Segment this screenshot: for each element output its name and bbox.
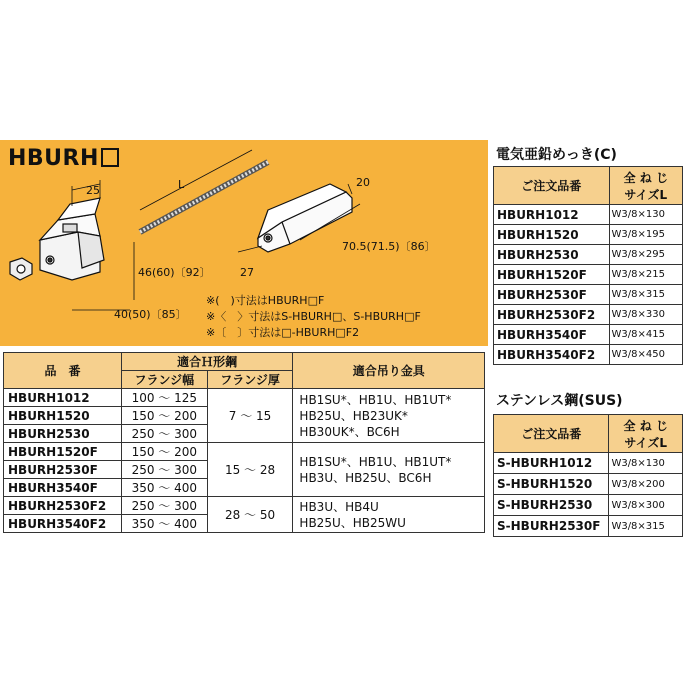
product-title: HBURH: [8, 146, 119, 171]
table-row: [494, 516, 683, 537]
size-header-line2: サイズL: [624, 435, 668, 450]
dim-20: 20: [356, 176, 370, 189]
row-width: 150 ～ 200: [121, 407, 207, 425]
order-number: HBURH1520F: [494, 265, 610, 285]
stainless-col-order: ご注文品番: [494, 415, 609, 453]
hanger-group-1: [293, 389, 485, 443]
header-compatible: 適合Ｈ形鋼: [121, 353, 292, 371]
row-width: 150 ～ 200: [121, 443, 207, 461]
dim-70-5: 70.5(71.5)〔86〕: [342, 240, 436, 253]
thread-size: W3/8×300: [609, 495, 683, 516]
thread-size: W3/8×450: [609, 345, 682, 365]
order-number: S-HBURH1520: [494, 474, 609, 495]
thread-size: W3/8×130: [609, 205, 682, 225]
hanger-line: HB25U、HB23UK*: [299, 408, 408, 423]
table-row: [4, 443, 485, 461]
note-1: ※( )寸法はHBURH□F: [206, 294, 325, 307]
header-hanger: 適合吊り金具: [293, 353, 485, 389]
thickness-group-2: 15 ～ 28: [207, 443, 293, 497]
hanger-line: HB1SU*、HB1U、HB1UT*: [299, 454, 452, 469]
order-number: HBURH1520: [494, 225, 610, 245]
thread-size: W3/8×130: [609, 453, 683, 474]
note-3: ※〔 〕寸法は□-HBURH□F2: [206, 326, 360, 339]
order-number: S-HBURH2530F: [494, 516, 609, 537]
order-number: HBURH2530F: [494, 285, 610, 305]
row-model: HBURH2530F: [4, 461, 122, 479]
order-number: HBURH2530: [494, 245, 610, 265]
dim-27: 27: [240, 266, 254, 279]
dim-46: 46(60)〔92〕: [138, 266, 211, 279]
thread-size: W3/8×200: [609, 474, 683, 495]
hanger-line: HB25U、HB25WU: [299, 515, 406, 530]
thickness-group-3: 28 ～ 50: [207, 497, 293, 533]
stainless-heading: ステンレス鋼(SUS): [496, 393, 623, 409]
hanger-group-3: [293, 497, 485, 533]
galvanized-col-size: [609, 167, 682, 205]
size-table: [3, 352, 485, 533]
galvanized-heading: 電気亜鉛めっき(C): [496, 147, 617, 163]
thread-size: W3/8×215: [609, 265, 682, 285]
header-flange-width: フランジ幅: [121, 371, 207, 389]
dim-l: L: [178, 178, 185, 191]
table-row: [4, 389, 485, 407]
hanger-line: HB3U、HB25U、BC6H: [299, 470, 432, 485]
row-model: HBURH3540F: [4, 479, 122, 497]
row-model: HBURH1520F: [4, 443, 122, 461]
row-model: HBURH2530: [4, 425, 122, 443]
row-width: 250 ～ 300: [121, 497, 207, 515]
table-row: [494, 285, 683, 305]
table-row: [494, 345, 683, 365]
header-model: 品 番: [4, 353, 122, 389]
dim-25: 25: [86, 184, 100, 197]
hanger-group-2: [293, 443, 485, 497]
row-model: HBURH2530F2: [4, 497, 122, 515]
header-flange-thickness: フランジ厚: [207, 371, 293, 389]
stainless-col-size: [609, 415, 683, 453]
threaded-rod: [140, 162, 268, 232]
row-width: 250 ～ 300: [121, 461, 207, 479]
table-row: [494, 305, 683, 325]
order-number: S-HBURH1012: [494, 453, 609, 474]
thickness-group-1: 7 ～ 15: [207, 389, 293, 443]
order-number: HBURH3540F: [494, 325, 610, 345]
order-number: S-HBURH2530: [494, 495, 609, 516]
thread-size: W3/8×195: [609, 225, 682, 245]
order-number: HBURH2530F2: [494, 305, 610, 325]
stainless-table: [493, 414, 683, 537]
thread-size: W3/8×315: [609, 516, 683, 537]
row-model: HBURH3540F2: [4, 515, 122, 533]
table-row: [494, 265, 683, 285]
order-number: HBURH3540F2: [494, 345, 610, 365]
row-width: 350 ～ 400: [121, 515, 207, 533]
thread-size: W3/8×330: [609, 305, 682, 325]
thread-size: W3/8×315: [609, 285, 682, 305]
row-model: HBURH1012: [4, 389, 122, 407]
table-row: [494, 325, 683, 345]
table-row: [494, 474, 683, 495]
table-row: [494, 205, 683, 225]
order-number: HBURH1012: [494, 205, 610, 225]
table-row: [494, 225, 683, 245]
table-row: [494, 245, 683, 265]
table-row: [494, 453, 683, 474]
size-header-line2: サイズL: [624, 187, 668, 202]
row-width: 100 ～ 125: [121, 389, 207, 407]
hanger-line: HB3U、HB4U: [299, 499, 379, 514]
galvanized-table: [493, 166, 683, 365]
row-width: 250 ～ 300: [121, 425, 207, 443]
row-width: 350 ～ 400: [121, 479, 207, 497]
size-header-line1: 全 ね じ: [623, 418, 668, 433]
galvanized-col-order: ご注文品番: [494, 167, 610, 205]
hanger-line: HB1SU*、HB1U、HB1UT*: [299, 392, 452, 407]
thread-size: W3/8×295: [609, 245, 682, 265]
size-header-line1: 全 ね じ: [623, 170, 668, 185]
table-row: [494, 495, 683, 516]
table-row: [4, 497, 485, 515]
thread-size: W3/8×415: [609, 325, 682, 345]
note-2: ※〈 〉寸法はS-HBURH□、S-HBURH□F: [206, 310, 421, 323]
hanger-line: HB30UK*、BC6H: [299, 424, 400, 439]
dim-40: 40(50)〔85〕: [114, 308, 187, 321]
row-model: HBURH1520: [4, 407, 122, 425]
